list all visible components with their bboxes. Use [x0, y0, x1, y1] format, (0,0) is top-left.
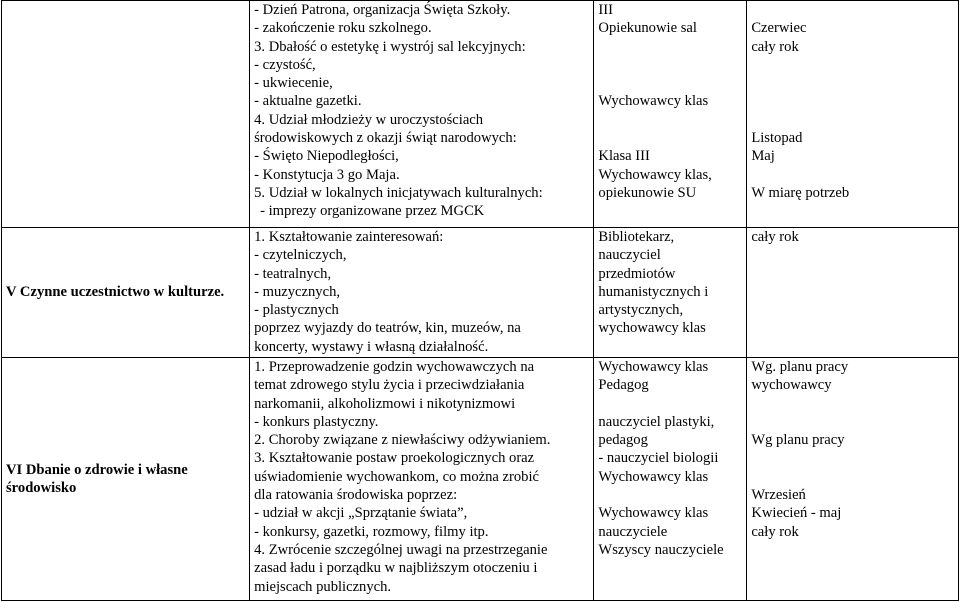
activities-line: koncerty, wystawy i własną działalność.: [254, 338, 489, 355]
timing-cell: [747, 1, 959, 228]
activities-line: - czystość,: [254, 56, 316, 73]
activities-line: 3. Dbałość o estetykę i wystrój sal lekcyjnych:: [254, 38, 526, 55]
timing-line: cały rok: [751, 523, 799, 540]
timing-line: cały rok: [751, 229, 799, 245]
spacer: [751, 111, 954, 129]
activities-line: dla ratowania środowiska poprzez:: [254, 487, 458, 504]
responsible-line: artystycznych,: [598, 302, 684, 319]
timing-line: Wrzesień: [751, 487, 806, 504]
activities-line: 3. Kształtowanie postaw proekologicznych oraz: [254, 450, 535, 467]
responsible-line: Pedagog: [598, 377, 649, 394]
timing-line: Kwiecień - maj: [751, 505, 842, 522]
activities-line: - Dzień Patrona, organizacja Święta Szkoły.: [254, 2, 511, 18]
activities-line: narkomanii, alkoholizmowi i nikotynizmowi: [254, 395, 516, 412]
timing-line: Listopad: [751, 130, 803, 147]
activities-line: zasad ładu i porządku w najbliższym otoczeniu i: [254, 560, 538, 577]
responsible-line: nauczyciel plastyki,: [598, 413, 715, 430]
activities-line: - plastycznych: [254, 302, 339, 319]
activities-line: miejscach publicznych.: [254, 578, 392, 595]
responsible-line: Wychowawcy klas: [598, 505, 709, 522]
timing-line: Wg planu pracy: [751, 432, 845, 449]
activities-line: uświadomienie wychowankom, co można zrobić: [254, 468, 540, 485]
responsible-line: Opiekunowie sal: [598, 20, 697, 37]
spacer: [751, 449, 954, 467]
spacer: [751, 468, 954, 486]
activities-line: - udział w akcji „Sprzątanie świata”,: [254, 505, 468, 522]
responsible-line: Wychowawcy klas: [598, 468, 709, 485]
activities-line: - muzycznych,: [254, 283, 341, 300]
spacer: [598, 395, 742, 413]
spacer: [598, 486, 742, 504]
spacer: [751, 413, 954, 431]
responsible-line: humanistycznych i: [598, 283, 709, 300]
responsible-cell: [594, 358, 747, 601]
activities-line: temat zdrowego stylu życia i przeciwdziałania: [254, 377, 525, 394]
category-cell: [2, 1, 250, 228]
row-culture: [2, 228, 959, 358]
spacer: [598, 111, 742, 129]
activities-line: - Konstytucja 3 go Maja.: [254, 166, 400, 183]
spacer: [751, 1, 954, 19]
category-line: V Czynne uczestnictwo w kulturze.: [6, 284, 225, 301]
activities-line: - imprezy organizowane przez MGCK: [260, 203, 485, 220]
activities-cell: [250, 1, 594, 228]
responsible-line: nauczyciele: [598, 523, 668, 540]
timing-cell: [747, 358, 959, 601]
activities-line: - teatralnych,: [254, 265, 332, 282]
activities-line: 1. Kształtowanie zainteresowań:: [254, 229, 444, 245]
spacer: [598, 56, 742, 74]
timing-line: W miarę potrzeb: [751, 184, 850, 201]
spacer: [751, 92, 954, 110]
responsible-cell: [594, 228, 747, 358]
responsible-line: nauczyciel: [598, 247, 661, 264]
timing-line: wychowawcy: [751, 377, 832, 394]
responsible-line: opiekunowie SU: [598, 184, 697, 201]
activities-line: - Święto Niepodległości,: [254, 148, 399, 165]
spacer: [598, 129, 742, 147]
timing-line: Maj: [751, 148, 775, 165]
activities-line: - konkurs plastyczny.: [254, 413, 379, 430]
responsible-line: Wszyscy nauczyciele: [598, 541, 724, 558]
activities-cell: [250, 228, 594, 358]
spacer: [751, 56, 954, 74]
activities-line: poprzez wyjazdy do teatrów, kin, muzeów, na: [254, 320, 521, 337]
activities-line: - konkursy, gazetki, rozmowy, filmy itp.: [254, 523, 489, 540]
activities-line: - czytelniczych,: [254, 247, 347, 264]
responsible-line: przedmiotów: [598, 265, 676, 282]
timing-line: Wg. planu pracy: [751, 359, 849, 375]
responsible-line: Klasa III: [598, 148, 650, 165]
spacer: [751, 166, 954, 184]
activities-line: 4. Zwrócenie szczególnej uwagi na przestrzeganie: [254, 541, 548, 558]
row-health: [2, 358, 959, 601]
responsible-line: Wychowawcy klas: [598, 359, 709, 375]
activities-line: 5. Udział w lokalnych inicjatywach kulturalnych:: [254, 184, 543, 201]
category-cell: [2, 228, 250, 358]
category-line: VI Dbanie o zdrowie i własne środowisko: [6, 461, 188, 496]
activities-line: 1. Przeprowadzenie godzin wychowawczych na: [254, 359, 535, 375]
timing-line: Czerwiec: [751, 20, 807, 37]
spacer: [598, 38, 742, 56]
responsible-line: pedagog: [598, 432, 648, 449]
category-cell: [2, 358, 250, 601]
responsible-line: wychowawcy klas: [598, 320, 706, 337]
responsible-cell: [594, 1, 747, 228]
responsible-line: Wychowawcy klas: [598, 93, 709, 110]
activities-line: - ukwiecenie,: [254, 75, 333, 92]
spacer: [751, 74, 954, 92]
activities-line: 4. Udział młodzieży w uroczystościach: [254, 111, 484, 128]
responsible-line: - nauczyciel biologii: [598, 450, 719, 467]
activities-line: - zakończenie roku szkolnego.: [254, 20, 432, 37]
activities-line: - aktualne gazetki.: [254, 93, 362, 110]
timing-line: cały rok: [751, 38, 799, 55]
responsible-line: III: [598, 2, 614, 18]
plan-table: [1, 0, 959, 601]
responsible-line: Wychowawcy klas,: [598, 166, 712, 183]
row-school-events: [2, 1, 959, 228]
timing-cell: [747, 228, 959, 358]
spacer: [751, 395, 954, 413]
activities-line: 2. Choroby związane z niewłaściwy odżywianiem.: [254, 432, 551, 449]
activities-cell: [250, 358, 594, 601]
spacer: [598, 74, 742, 92]
responsible-line: Bibliotekarz,: [598, 229, 675, 245]
activities-line: środowiskowych z okazji świąt narodowych:: [254, 130, 517, 147]
